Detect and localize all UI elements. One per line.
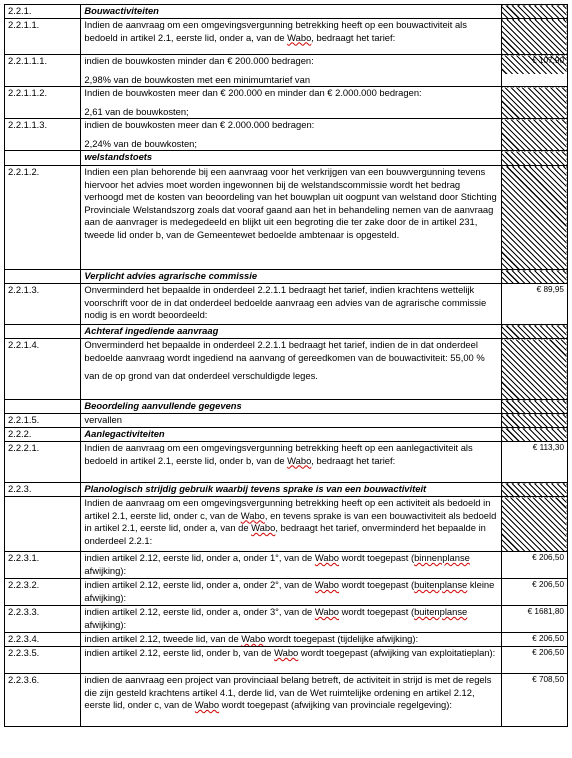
amount-cell: € 1681,80 [501, 606, 567, 633]
table-row [5, 19, 568, 55]
section-heading: Bouwactiviteiten [81, 5, 501, 19]
table-row [5, 674, 568, 727]
text-part: , bedraagt het tarief: [311, 454, 396, 466]
text-part: Wabo [287, 454, 312, 466]
text-part: kleine afwijking): [84, 579, 495, 603]
text-part: buitenplanse [414, 579, 468, 590]
row-number: 2.2.3.3. [5, 606, 81, 633]
hatched-cell [501, 87, 567, 119]
row-number: 2.2.3.6. [5, 674, 81, 727]
amount-cell: € 107,90 [501, 55, 567, 87]
text-line: 2,24% van de bouwkosten; [84, 137, 197, 149]
section-heading: Achteraf ingediende aanvraag [81, 325, 501, 339]
hatched-cell [501, 19, 567, 55]
table-row [5, 119, 568, 151]
row-number: 2.2.3. [5, 483, 81, 497]
text-part: , en tevens sprake is van een bouwactiviteit als bedoeld in artikel 2.1, eerste lid, onder a, van de [84, 509, 497, 533]
row-text: Onverminderd het bepaalde in onderdeel 2.2.1.1 bedraagt het tarief, indien krachtens wettelijk voorschrift voor de in dat onderdeel bedoelde aanvraag een advies van de agrarische commissie nodig is en wordt beoordeeld: [81, 284, 501, 325]
row-number [5, 400, 81, 414]
amount-cell: € 206,50 [501, 633, 567, 647]
text-part: Wabo [314, 552, 340, 563]
hatched-cell [501, 151, 567, 166]
row-number [5, 325, 81, 339]
text-part: afwijking): [84, 564, 127, 576]
row-number: 2.2.1. [5, 5, 81, 19]
row-text [81, 579, 501, 606]
hatched-cell [501, 166, 567, 270]
table-row [5, 284, 568, 325]
section-heading: Aanlegactiviteiten [81, 428, 501, 442]
row-text [81, 442, 501, 483]
text-line: indien de bouwkosten minder dan € 200.000 bedragen: [84, 55, 314, 66]
table-row [5, 497, 568, 552]
amount-cell: € 89,95 [501, 284, 567, 325]
table-row [5, 166, 568, 270]
text-part: indien artikel 2.12, eerste lid, onder a, onder 2°, van de [84, 579, 315, 590]
hatched-cell [501, 119, 567, 151]
table-row [5, 483, 568, 497]
hatched-cell [501, 414, 567, 428]
text-part: wordt toegepast ( [339, 552, 415, 563]
table-row [5, 55, 568, 87]
table-row [5, 400, 568, 414]
hatched-cell [501, 483, 567, 497]
text-part: buitenplanse [414, 606, 468, 617]
row-text [81, 87, 501, 119]
row-number: 2.2.3.4. [5, 633, 81, 647]
text-part: wordt toegepast (tijdelijke afwijking): [265, 633, 419, 644]
amount-cell: € 206,50 [501, 579, 567, 606]
text-part: Wabo [194, 699, 220, 710]
amount-cell: € 708,50 [501, 674, 567, 727]
table-row [5, 414, 568, 428]
table-row [5, 442, 568, 483]
text-part: wordt toegepast (afwijking van exploitatieplan): [298, 647, 496, 658]
row-number: 2.2.2.1. [5, 442, 81, 483]
amount-cell: € 113,30 [501, 442, 567, 483]
text-part: indien artikel 2.12, eerste lid, onder a, onder 3°, van de [84, 606, 315, 617]
section-heading: Planologisch strijdig gebruik waarbij tevens sprake is van een bouwactiviteit [81, 483, 501, 497]
amount-cell: € 206,50 [501, 647, 567, 674]
row-number: 2.2.1.1.3. [5, 119, 81, 151]
text-part: Wabo [241, 633, 266, 644]
text-part: Indien de aanvraag om een omgevingsvergunning betrekking heeft op een aanlegactiviteit als bedoeld in artikel 2.1, eerste lid, onder b, van de [84, 442, 473, 466]
text-part: Wabo [251, 522, 276, 533]
row-text [81, 55, 501, 87]
row-text [81, 19, 501, 55]
row-text [81, 339, 501, 400]
hatched-cell [501, 497, 567, 552]
table-row [5, 5, 568, 19]
table-row [5, 428, 568, 442]
row-text: Indien een plan behorende bij een aanvraag voor het verkrijgen van een bouwvergunning tevens hiervoor het advies moet worden ingewonnen bij de welstandscommissie wordt het bedrag verhoogd met de kosten van beoordeling van het bouwplan uit oogpunt van welstand door Stichting Provinciale Welstandszorg zoals dat vooraf gaand aan het in behandeling nemen van de aanvraag aan de aanvrager is medegedeeld en blijkt uit een begroting die ter zake door de in artikel 231, tweede lid onder b, van de Gemeentewet bedoelde ambtenaar is opgesteld. [81, 166, 501, 270]
hatched-cell [501, 428, 567, 442]
table-row [5, 647, 568, 674]
table-row [5, 606, 568, 633]
row-number: 2.2.1.4. [5, 339, 81, 400]
table-row [5, 325, 568, 339]
row-number: 2.2.3.2. [5, 579, 81, 606]
tariff-table [4, 4, 568, 727]
text-part: indien artikel 2.12, tweede lid, van de [84, 633, 242, 644]
table-row [5, 552, 568, 579]
text-part: , bedraagt het tarief, onverminderd het bepaalde in onderdeel 2.2.1: [84, 522, 486, 546]
text-line: Onverminderd het bepaalde in onderdeel 2.2.1.1 bedraagt het tarief, indien de in dat onderdeel bedoelde aanvraag wordt ingediend na aanvang of gereedkomen van de bouwactiviteit: 55,00 % [84, 339, 485, 363]
text-part: afwijking): [84, 618, 127, 630]
row-number: 2.2.1.5. [5, 414, 81, 428]
row-text [81, 606, 501, 633]
row-number: 2.2.2. [5, 428, 81, 442]
text-part: indien de aanvraag een project van provinciaal belang betreft, de activiteit in strijd is met de regels die zijn gesteld krachtens artikel 4.1, derde lid, van de Wet ruimtelijke ordening en artikel 2.12, eerste lid, onder c, van de [84, 674, 492, 710]
text-part: indien artikel 2.12, eerste lid, onder b, van de [84, 647, 275, 658]
row-number [5, 151, 81, 166]
section-heading: Beoordeling aanvullende gegevens [81, 400, 501, 414]
hatched-cell [501, 400, 567, 414]
row-text [81, 647, 501, 674]
row-text [81, 674, 501, 727]
row-text [81, 552, 501, 579]
row-number: 2.2.1.2. [5, 166, 81, 270]
text-line: indien de bouwkosten meer dan € 2.000.000 bedragen: [84, 119, 315, 130]
table-row [5, 633, 568, 647]
text-part: wordt toegepast (afwijking van provinciale regelgeving): [219, 699, 452, 710]
table-row [5, 270, 568, 284]
row-number: 2.2.3.5. [5, 647, 81, 674]
row-number: 2.2.3.1. [5, 552, 81, 579]
text-part: Wabo [314, 606, 340, 617]
table-row [5, 151, 568, 166]
text-line: Indien de bouwkosten meer dan € 200.000 en minder dan € 2.000.000 bedragen: [84, 87, 422, 98]
text-part: wordt toegepast ( [339, 606, 415, 617]
table-row [5, 579, 568, 606]
row-number [5, 270, 81, 284]
amount-cell: € 206,50 [501, 552, 567, 579]
hatched-cell [501, 5, 567, 19]
section-heading: welstandstoets [81, 151, 501, 166]
row-number [5, 497, 81, 552]
row-text [81, 497, 501, 552]
text-part: Wabo [287, 31, 312, 43]
hatched-cell [501, 339, 567, 400]
hatched-cell [501, 270, 567, 284]
table-row [5, 87, 568, 119]
text-part: Indien de aanvraag om een omgevingsvergunning betrekking heeft op een activiteit als bedoeld in artikel 2.1, eerste lid, onder c, van de [84, 497, 491, 521]
row-number: 2.2.1.3. [5, 284, 81, 325]
hatched-cell [501, 325, 567, 339]
row-number: 2.2.1.1.1. [5, 55, 81, 87]
text-part: , bedraagt het tarief: [311, 31, 396, 43]
row-text [81, 119, 501, 151]
text-part: Wabo [274, 647, 299, 658]
table-row [5, 339, 568, 400]
row-text: vervallen [81, 414, 501, 428]
text-line: 2,98% van de bouwkosten met een minimumtarief van [84, 73, 311, 85]
text-part: Indien de aanvraag om een omgevingsvergunning betrekking heeft op een bouwactiviteit als bedoeld in artikel 2.1, eerste lid, onder a, van de [84, 19, 467, 43]
text-part: binnenplanse [414, 552, 470, 563]
text-part: Wabo [314, 579, 340, 590]
row-number: 2.2.1.1.2. [5, 87, 81, 119]
section-heading: Verplicht advies agrarische commissie [81, 270, 501, 284]
text-line: 2,61 van de bouwkosten; [84, 105, 189, 117]
text-part: wordt toegepast ( [339, 579, 415, 590]
text-line: van de op grond van dat onderdeel verschuldigde leges. [84, 370, 318, 381]
text-part: indien artikel 2.12, eerste lid, onder a, onder 1°, van de [84, 552, 315, 563]
row-text [81, 633, 501, 647]
text-part: Wabo [240, 509, 265, 521]
row-number: 2.2.1.1. [5, 19, 81, 55]
